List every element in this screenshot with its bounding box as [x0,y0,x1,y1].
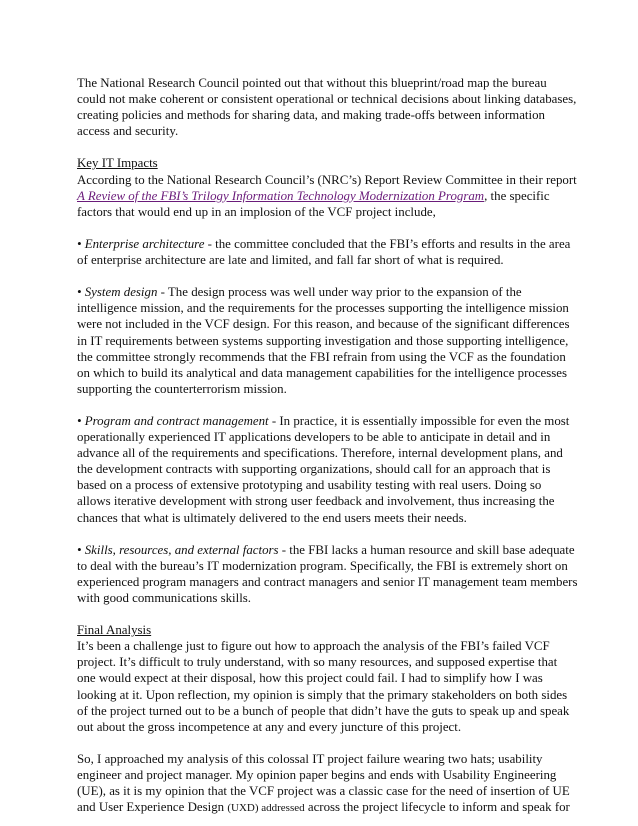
key-impacts-section [77,155,578,219]
bullet-label: • System design [77,285,158,300]
closing-text: So, I approached my analysis of this colossal IT project failure wearing two hats; usability engineer and project manager. My opinion paper begins and ends with Usability Engineering (UE), as it is my opinion that the VCF project was a classic case for the need of insertion of UE and User Experience Design [77,751,570,815]
closing-paragraph [77,751,578,816]
report-title-link[interactable]: A Review of the FBI’s Trilogy Information Technology Modernization Program [77,188,485,203]
bullet-text: - In practice, it is essentially impossible for even the most operationally experienced IT applications developers to be able to anticipate in detail and in advance all of the requirements and specifications. Therefore, internal development plans, and the development contracts with supporting organizations, should call for an approach that is based on a process of extensive prototyping and usability testing with real users. Doing so allows iterative development with strong user feedback and involvement, thus increasing the chances that what is ultimately delivered to the end users meets their needs. [77,413,570,525]
bullet-label: • Skills, resources, and external factors [77,542,279,557]
bullet-text: - the FBI lacks a human resource and skill base adequate to deal with the bureau’s IT modernization program. Specifically, the FBI is extremely short on experienced program managers and contract managers and senior IT management team members with good communications skills. [77,542,578,605]
bullet-program-contract-management [77,413,578,526]
key-impacts-intro-tail: , the specific factors that would end up in an implosion of the VCF project include, [77,188,550,219]
final-analysis-heading: Final Analysis [77,623,152,638]
bullet-enterprise-architecture [77,236,578,268]
closing-text-tail: across the project lifecycle to inform and speak for [304,800,570,815]
bullet-system-design [77,284,578,397]
bullet-text: - the committee concluded that the FBI’s efforts and results in the area of enterprise architecture are late and limited, and fall far short of what is required. [77,236,571,268]
bullet-label: • Enterprise architecture [77,236,205,251]
uxd-abbrev: (UXD) addressed [227,802,305,815]
intro-paragraph: The National Research Council pointed out that without this blueprint/road map the bureau could not make coherent or consistent operational or technical decisions about linking databases, creating policies and methods for sharing data, and making trade-offs between information access and security. [77,76,577,139]
key-impacts-heading: Key IT Impacts [77,156,158,171]
bullet-skills-resources [77,542,578,606]
final-analysis-paragraph: It’s been a challenge just to figure out how to approach the analysis of the FBI’s failed VCF project. It’s difficult to truly understand, with so many resources, and supposed expertise that one would expect at their disposal, how this project could fail. I had to simplify how I was looking at it. Upon reflection, my opinion is simply that the primary stakeholders on both sides of the project turned out to be a bunch of people that didn’t have the guts to speak up and speak out about the gross incompetence at any and every juncture of this project. [77,639,570,734]
bullet-text: - The design process was well under way prior to the expansion of the intelligence mission, and the requirements for the processes supporting the intelligence mission were not included in the VCF design. For this reason, and because of the significant differences in IT requirements between systems supporting investigation and those supporting intelligence, the committee strongly recommends that the FBI refrain from using the VCF as the foundation on which to build its analytical and data management capabilities for the intelligence processes supporting the counterterrorism mission. [77,285,570,396]
key-impacts-intro-text: According to the National Research Council’s (NRC’s) Report Review Committee in their report [77,172,577,187]
final-analysis-section [77,622,578,735]
bullet-label: • Program and contract management [77,413,269,428]
